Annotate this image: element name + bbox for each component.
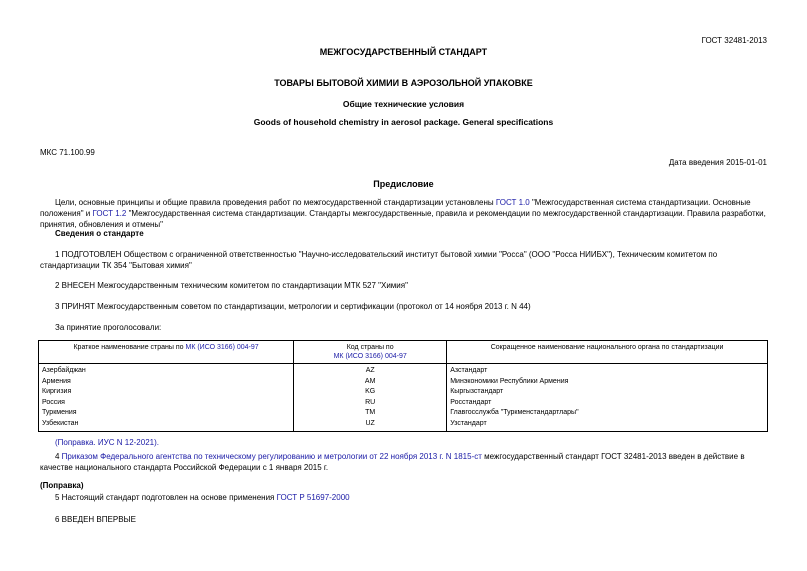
gost-r-51697-link[interactable]: ГОСТ Р 51697-2000 xyxy=(276,493,350,502)
country-name-cell: Россия xyxy=(39,398,294,409)
standard-info-heading: Сведения о стандарте xyxy=(55,229,144,238)
standards-body-cell: Узстандарт xyxy=(447,419,768,432)
item-4-enacted: 4 Приказом Федерального агентства по техническому регулированию и метрологии от 22 ноября 2013 г. N 1815-ст межгосударственный стандарт ГОСТ 32481-2013 введен в действие в качестве национального стандарта Российской Федерации с 1 января 2015 г. xyxy=(40,452,745,472)
foreword-text-b: "Межгосударственная система стандартизации. Основные положения" и xyxy=(40,198,751,218)
table-row xyxy=(39,408,768,419)
item-3-adopted: 3 ПРИНЯТ Межгосударственным советом по стандартизации, метрологии и сертификации (протокол от 14 ноября 2013 г. N 44) xyxy=(55,302,531,311)
country-code-cell: UZ xyxy=(294,419,447,432)
standards-body-cell: Главгосслужба "Туркменстандартлары" xyxy=(447,408,768,419)
standards-body-cell: Азстандарт xyxy=(447,364,768,377)
introduction-date: Дата введения 2015-01-01 xyxy=(668,158,767,167)
foreword-paragraph xyxy=(40,197,768,230)
item-6-first-introduced: 6 ВВЕДЕН ВПЕРВЫЕ xyxy=(55,515,136,524)
standard-type-heading: МЕЖГОСУДАРСТВЕННЫЙ СТАНДАРТ xyxy=(319,47,488,57)
voting-countries-table xyxy=(38,340,768,432)
country-name-cell: Киргизия xyxy=(39,387,294,398)
country-name-cell: Азербайджан xyxy=(39,364,294,377)
document-code: ГОСТ 32481-2013 xyxy=(701,36,767,45)
standards-body-cell: Минэкономики Республики Армения xyxy=(447,377,768,388)
standards-body-cell: Росстандарт xyxy=(447,398,768,409)
table-header-row xyxy=(39,341,768,364)
table-row xyxy=(39,364,768,377)
foreword-heading: Предисловие xyxy=(373,179,434,189)
table-row xyxy=(39,387,768,398)
header-country-code: Код страны по МК (ИСО 3166) 004-97 xyxy=(294,341,447,364)
header-standards-body: Сокращенное наименование национального органа по стандартизации xyxy=(447,341,768,364)
table-row xyxy=(39,377,768,388)
foreword-text-c: "Межгосударственная система стандартизации. Стандарты межгосударственные, правила и рекомендации по межгосударственной стандартизации. Правила разработки, принятия, обновления и отмены" xyxy=(40,209,766,229)
country-name-cell: Туркмения xyxy=(39,408,294,419)
table-row xyxy=(39,398,768,409)
country-code-cell: AM xyxy=(294,377,447,388)
voted-label: За принятие проголосовали: xyxy=(55,323,162,332)
country-code-cell: AZ xyxy=(294,364,447,377)
amendment-note-link[interactable]: (Поправка. ИУС N 12-2021). xyxy=(55,438,159,447)
mks-code: МКС 71.100.99 xyxy=(40,148,95,157)
country-code-cell: KG xyxy=(294,387,447,398)
mk-iso-3166-link[interactable]: МК (ИСО 3166) 004-97 xyxy=(185,344,259,351)
item-2-submitted: 2 ВНЕСЕН Межгосударственным техническим комитетом по стандартизации МТК 527 "Химия" xyxy=(55,281,408,290)
country-code-cell: RU xyxy=(294,398,447,409)
gost-1-2-link[interactable]: ГОСТ 1.2 xyxy=(92,209,127,218)
foreword-text-a: Цели, основные принципы и общие правила проведения работ по межгосударственной стандартизации установлены xyxy=(55,198,496,207)
country-name-cell: Узбекистан xyxy=(39,419,294,432)
table-row xyxy=(39,419,768,432)
document-title-ru: ТОВАРЫ БЫТОВОЙ ХИМИИ В АЭРОЗОЛЬНОЙ УПАКОВКЕ xyxy=(274,78,533,88)
amendment-note xyxy=(40,437,768,448)
country-name-cell: Армения xyxy=(39,377,294,388)
document-title-en: Goods of household chemistry in aerosol package. General specifications xyxy=(253,117,554,127)
item-1-prepared: 1 ПОДГОТОВЛЕН Обществом с ограниченной ответственностью "Научно-исследовательский институт бытовой химии "Росса" (ООО "Росса НИИБХ"), Техническим комитетом по стандартизации ТК 354 "Бытовая химия" xyxy=(40,250,718,270)
document-subtitle-ru: Общие технические условия xyxy=(342,99,465,109)
gost-1-0-link[interactable]: ГОСТ 1.0 xyxy=(495,198,530,207)
standards-body-cell: Кыргызстандарт xyxy=(447,387,768,398)
country-code-cell: TM xyxy=(294,408,447,419)
mk-iso-3166-link[interactable]: МК (ИСО 3166) 004-97 xyxy=(333,353,407,360)
amendment-heading: (Поправка) xyxy=(40,481,84,490)
item-5-based-on: 5 Настоящий стандарт подготовлен на основе применения ГОСТ Р 51697-2000 xyxy=(55,493,350,502)
header-country-name: Краткое наименование страны по МК (ИСО 3166) 004-97 xyxy=(39,341,294,364)
rosstandart-order-link[interactable]: Приказом Федерального агентства по техническому регулированию и метрологии от 22 ноября 2013 г. N 1815-ст xyxy=(61,452,482,461)
